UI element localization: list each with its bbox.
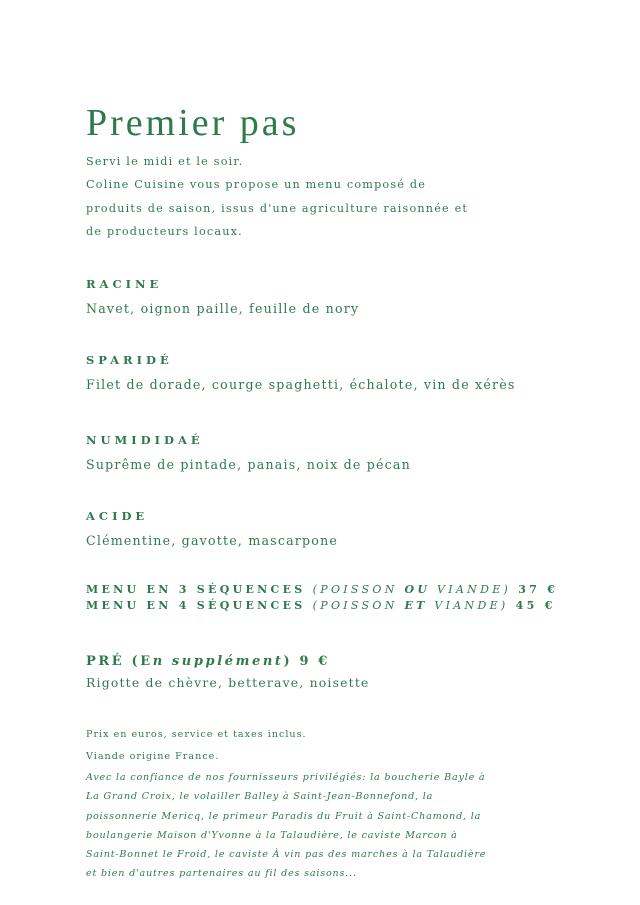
note-line: Prix en euros, service et taxes inclus.: [86, 729, 307, 740]
menu-option-conjunction: ET: [404, 599, 428, 612]
supplement-close: ): [283, 654, 293, 669]
note-line: Viande origine France.: [86, 751, 220, 762]
supplement-price: 9 €: [299, 654, 330, 669]
page-title: Premier pas: [86, 102, 300, 144]
course-name: RACINE: [86, 277, 163, 291]
partners-line: Saint-Bonnet le Froid, le caviste À vin pas des marches à la Talaudière: [86, 849, 487, 861]
menu-label: MENU EN 3 SÉQUENCES: [86, 583, 306, 596]
menu-price: 45 €: [515, 599, 556, 612]
partners-line: et bien d'autres partenaires au fil des saisons...: [86, 868, 357, 880]
menu-price-line: [86, 598, 558, 614]
supplement-course: [86, 652, 370, 690]
menu-option-close: VIANDE): [434, 599, 509, 612]
partners-line: poissonnerie Mericq, le primeur Paradis du Fruit à Saint-Chamond, la: [86, 810, 482, 822]
course-name: NUMIDIDAÉ: [86, 433, 204, 447]
supplement-name: PRÉ: [86, 654, 125, 669]
course-racine: [86, 276, 359, 316]
intro-line: produits de saison, issus d'une agriculture raisonnée et: [86, 201, 469, 215]
partners-text: [86, 768, 486, 884]
menu-option-close: VIANDE): [437, 583, 512, 596]
partners-line: Avec la confiance de nos fournisseurs privilégiés: la boucherie Bayle à: [86, 772, 486, 783]
intro-line: Servi le midi et le soir.: [86, 155, 244, 168]
menu-label: MENU EN 4 SÉQUENCES: [86, 599, 306, 612]
partners-line: boulangerie Maison d'Yvonne à la Talaudière, le caviste Marcon à: [86, 829, 458, 841]
menu-option-open: (POISSON: [312, 599, 398, 612]
course-description: Suprême de pintade, panais, noix de pécan: [86, 457, 411, 472]
course-name: ACIDE: [86, 509, 149, 523]
menu-option-conjunction: OU: [404, 583, 431, 596]
partners-line: La Grand Croix, le volailler Balley à Saint-Jean-Bonnefond, la: [86, 791, 434, 803]
supplement-note: n supplément: [152, 654, 284, 669]
supplement-title: [86, 652, 370, 672]
course-description: Navet, oignon paille, feuille de nory: [86, 301, 360, 316]
course-acide: [86, 508, 338, 548]
course-sparide: [86, 352, 516, 392]
notes: [86, 724, 307, 768]
course-description: Filet de dorade, courge spaghetti, échalote, vin de xérès: [86, 377, 516, 392]
supplement-description: Rigotte de chèvre, betterave, noisette: [86, 675, 370, 690]
supplement-open: (E: [131, 654, 153, 669]
course-description: Clémentine, gavotte, mascarpone: [86, 533, 339, 548]
menu-price: 37 €: [518, 583, 559, 596]
menu-option-open: (POISSON: [312, 583, 398, 596]
menu-price-line: [86, 582, 558, 598]
course-name: SPARIDÉ: [86, 353, 173, 367]
intro-text: [86, 150, 468, 243]
course-numididae: [86, 432, 411, 472]
intro-line: Coline Cuisine vous propose un menu composé de: [86, 178, 427, 192]
menu-prices: [86, 582, 558, 614]
intro-line: de producteurs locaux.: [86, 224, 243, 238]
